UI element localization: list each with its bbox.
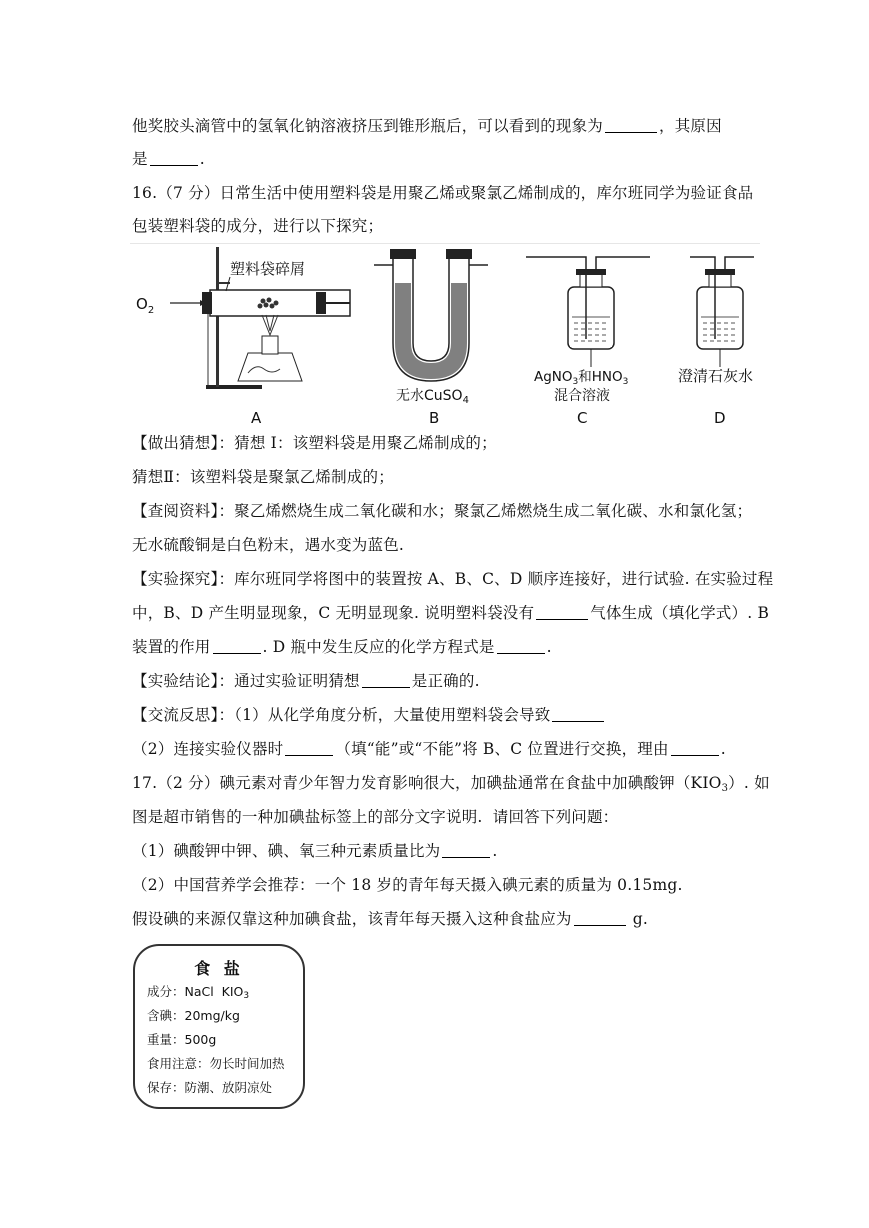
reflection-1	[132, 703, 606, 725]
guess-2: 猜想Ⅱ：该塑料袋是聚氯乙烯制成的；	[132, 468, 394, 486]
apparatus-diagram	[130, 243, 760, 433]
question-16-line-1: 16.（7 分）日常生活中使用塑料袋是用聚乙烯或聚氯乙烯制成的，库尔班同学为验证食品	[132, 184, 754, 202]
b-caption: 无水CuSO$_4$	[396, 388, 469, 406]
text-segment: ，其原因	[659, 117, 722, 135]
apparatus-figure	[130, 243, 760, 433]
o2-label: $O_2$	[136, 295, 155, 316]
reference-1: 【查阅资料】：聚乙烯燃烧生成二氧化碳和水；聚氯乙烯燃烧生成二氧化碳、水和氯化氢；	[132, 502, 753, 520]
text-segment: 是	[132, 150, 148, 168]
text-segment: g.	[627, 910, 648, 928]
salt-label	[133, 944, 305, 1109]
c-caption-line-1: AgNO$_3$和$HNO_3$	[534, 369, 629, 387]
answer-blank[interactable]	[574, 911, 626, 926]
question-17-line-1	[132, 771, 770, 794]
text-segment: .	[199, 150, 205, 168]
text-segment: .	[492, 842, 498, 860]
text-segment: 【交流反思】：（1）从化学角度分析，大量使用塑料袋会导致	[132, 706, 551, 724]
text-segment: 【实验结论】：通过实验证明猜想	[132, 672, 360, 690]
text-segment: .	[546, 638, 552, 656]
answer-blank[interactable]	[442, 843, 490, 858]
apparatus-d	[690, 257, 754, 367]
question-17-part-2: （2）中国营养学会推荐：一个 18 岁的青年每天摄入碘元素的质量为 0.15mg.	[132, 876, 683, 894]
text-segment: 装置的作用	[132, 638, 211, 656]
question-17-part-2-cont	[132, 907, 648, 929]
salt-label-iodine: 含碘：20mg/kg	[147, 1008, 240, 1023]
label-d: D	[714, 409, 726, 427]
a-caption: 塑料袋碎屑	[230, 260, 306, 278]
answer-blank[interactable]	[285, 741, 333, 756]
d-caption: 澄清石灰水	[678, 367, 754, 385]
salt-label-usage: 食用注意：勿长时间加热	[147, 1056, 285, 1071]
experiment-3	[132, 635, 552, 657]
label-b: B	[429, 409, 440, 427]
answer-blank[interactable]	[150, 151, 198, 166]
text-line	[132, 147, 205, 169]
reference-2: 无水硫酸铜是白色粉末，遇水变为蓝色.	[132, 536, 405, 554]
conclusion	[132, 669, 480, 691]
text-segment: .	[720, 740, 726, 758]
answer-blank[interactable]	[536, 605, 588, 620]
experiment-2	[132, 601, 769, 623]
answer-blank[interactable]	[552, 707, 604, 722]
text-segment: （填“能”或“不能”将 B、C 位置进行交换，理由	[335, 740, 669, 758]
text-segment: 中，B、D 产生明显现象，C 无明显现象. 说明塑料袋没有	[132, 604, 535, 622]
label-c: C	[577, 409, 588, 427]
text-segment: 气体生成（填化学式）. B	[590, 604, 770, 622]
question-17-part-1	[132, 839, 498, 861]
answer-blank[interactable]	[497, 639, 545, 654]
salt-label-weight: 重量：500g	[147, 1032, 217, 1047]
text-segment: 他奖胶头滴管中的氢氧化钠溶液挤压到锥形瓶后，可以看到的现象为	[132, 117, 604, 135]
salt-label-storage: 保存：防潮、放阴凉处	[147, 1080, 273, 1095]
answer-blank[interactable]	[671, 741, 719, 756]
question-16-line-2: 包装塑料袋的成分，进行以下探究；	[132, 217, 384, 235]
question-17-line-2: 图是超市销售的一种加碘盐标签上的部分文字说明. 请回答下列问题：	[132, 808, 619, 826]
text-segment: 是正确的.	[411, 672, 480, 690]
guess-1: 【做出猜想】：猜想 Ⅰ：该塑料袋是用聚乙烯制成的；	[132, 434, 497, 452]
c-caption-line-2: 混合溶液	[554, 388, 610, 404]
apparatus-c	[526, 257, 650, 367]
text-segment: . D 瓶中发生反应的化学方程式是	[262, 638, 495, 656]
answer-blank[interactable]	[362, 673, 410, 688]
salt-label-ingredients: 成分：NaCl KIO3	[147, 984, 250, 1001]
text-segment: ）. 如	[728, 774, 770, 792]
text-segment: （2）连接实验仪器时	[132, 740, 284, 758]
apparatus-b	[374, 249, 488, 381]
experiment-1: 【实验探究】：库尔班同学将图中的装置按 A、B、C、D 顺序连接好，进行试验. 在实验过程	[132, 570, 774, 588]
answer-blank[interactable]	[605, 118, 657, 133]
text-segment: （1）碘酸钾中钾、碘、氧三种元素质量比为	[132, 842, 441, 860]
subscript: 3	[721, 783, 729, 794]
text-segment: 假设碘的来源仅靠这种加碘食盐，该青年每天摄入这种食盐应为	[132, 910, 572, 928]
reflection-2	[132, 737, 726, 759]
salt-label-title: 食 盐	[194, 959, 244, 978]
label-a: A	[251, 409, 262, 427]
text-segment: 17.（2 分）碘元素对青少年智力发育影响很大，加碘盐通常在食盐中加碘酸钾（KIO	[132, 774, 722, 792]
answer-blank[interactable]	[213, 639, 261, 654]
text-line	[132, 114, 722, 136]
